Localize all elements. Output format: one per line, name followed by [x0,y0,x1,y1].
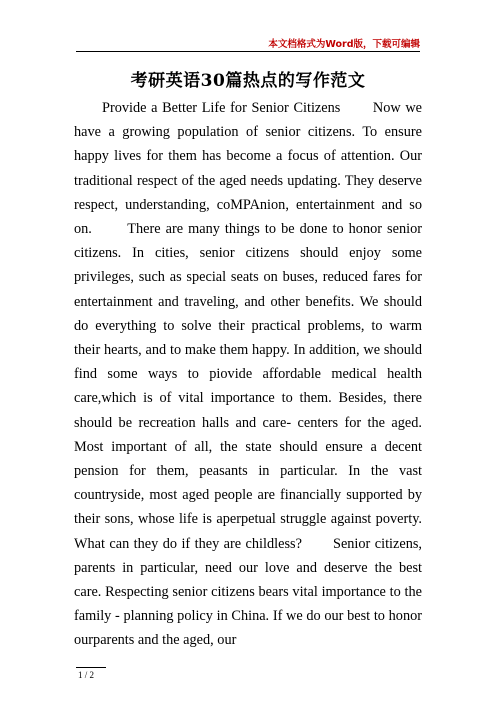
header-note: 本文档格式为Word版，下载可编辑 [268,39,420,50]
footer-divider [76,667,106,668]
header-divider [76,51,420,52]
document-title: 考研英语30篇热点的写作范文 [130,71,366,91]
page-number: 1 / 2 [78,670,95,680]
document-body: Provide a Better Life for Senior Citizens Now we have a growing population of senior citizens. To ensure happy lives for them has become a focus of attention. Our traditional respect of the aged needs updating. They deserve respect, understanding, coMPAnion, entertainment and so on. There are many things to be done to honor senior citizens. In cities, senior citizens should enjoy some privileges, such as special seats on buses, reduced fares for entertainment and traveling, and other benefits. We should do everything to solve their practical problems, to warm their hearts, and to make them happy. In addition, we should find some ways to piovide affordable medical health care,which is of vital importance to them. Besides, there should be recreation halls and care- centers for the aged. Most important of all, the state should ensure a decent pension for them, peasants in particular. In the vast countryside, most aged people are financially supported by their sons, whose life is aperpetual struggle against poverty. What can they do if they are childless? Senior citizens, parents in particular, need our love and deserve the best care. Respecting senior citizens bears vital importance to the family - planning policy in China. If we do our best to honor ourparents and the aged, our [74,100,422,649]
